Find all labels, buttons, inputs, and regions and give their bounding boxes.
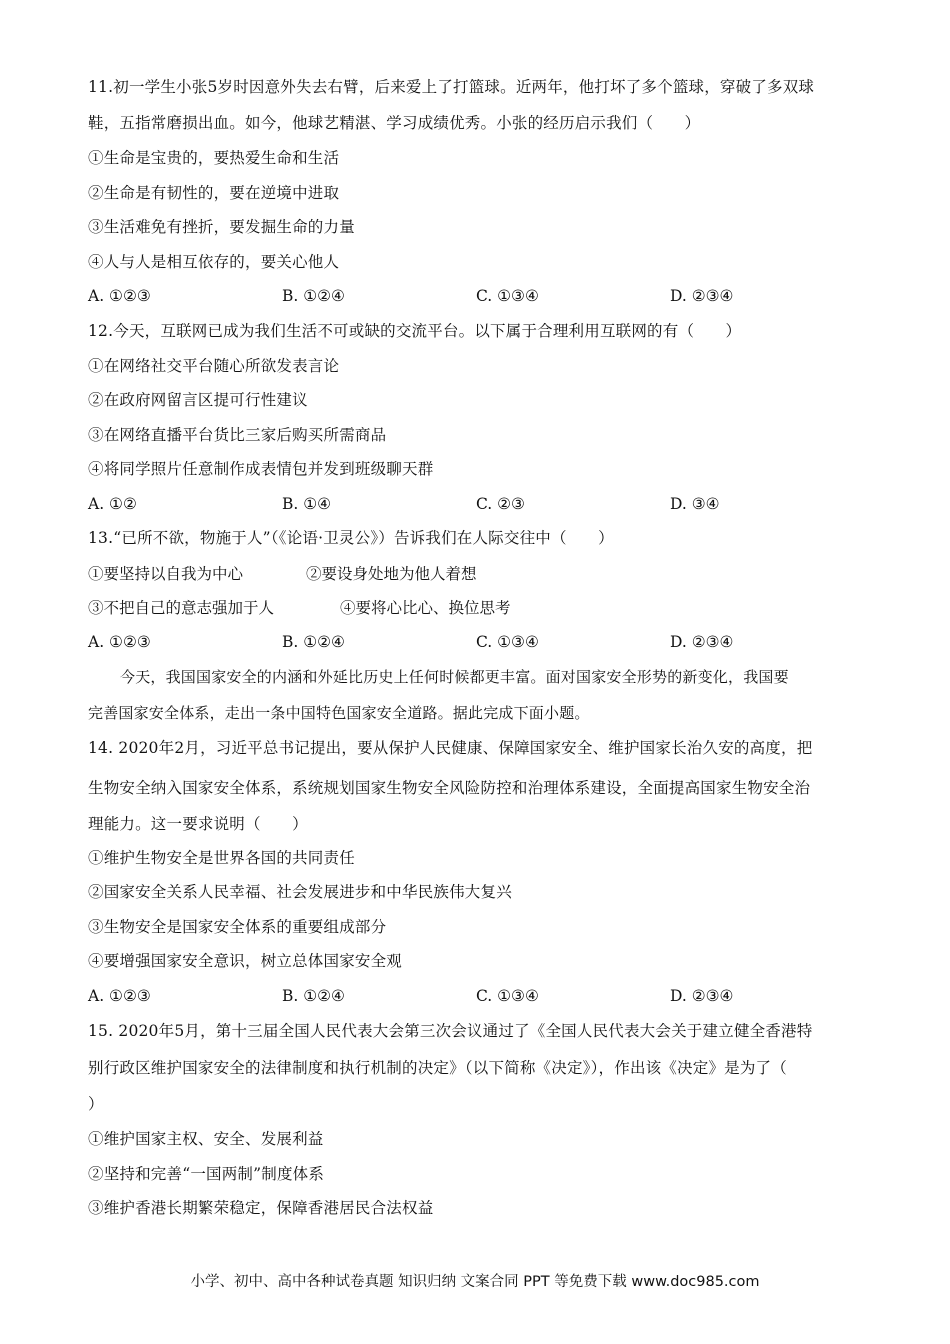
q12-item-1: ①在网络社交平台随心所欲发表言论 (88, 357, 340, 375)
q11-item-2: ②生命是有韧性的，要在逆境中进取 (88, 184, 340, 202)
q11-item-4: ④人与人是相互依存的，要关心他人 (88, 253, 340, 271)
passage-line2: 完善国家安全体系，走出一条中国特色国家安全道路。据此完成下面小题。 (88, 704, 590, 722)
q15-item-1: ①维护国家主权、安全、发展利益 (88, 1130, 324, 1148)
q11-option-c: C. ①③④ (476, 287, 539, 305)
q14-option-a: A. ①②③ (88, 987, 151, 1005)
q12-option-b: B. ①④ (282, 495, 332, 513)
q13-item-4: ④要将心比心、换位思考 (340, 599, 511, 617)
page-footer: 小学、初中、高中各种试卷真题 知识归纳 文案合同 PPT 等免费下载 www.doc985.com (190, 1274, 760, 1290)
q12-option-d: D. ③④ (670, 495, 720, 513)
q11-option-b: B. ①②④ (282, 287, 345, 305)
q13-option-d: D. ②③④ (670, 633, 734, 651)
q12-stem-line1: 12.今天，互联网已成为我们生活不可或缺的交流平台。以下属于合理利用互联网的有（ ） (88, 322, 742, 340)
q14-option-b: B. ①②④ (282, 987, 345, 1005)
q14-item-1: ①维护生物安全是世界各国的共同责任 (88, 849, 355, 867)
q14-option-d: D. ②③④ (670, 987, 734, 1005)
q12-item-4: ④将同学照片任意制作成表情包并发到班级聊天群 (88, 460, 434, 478)
q14-stem-line1: 14. 2020年2月，习近平总书记提出，要从保护人民健康、保障国家安全、维护国家长治久安的高度，把 (88, 739, 813, 757)
q13-item-1: ①要坚持以自我为中心 (88, 565, 244, 583)
q15-item-2: ②坚持和完善“一国两制”制度体系 (88, 1165, 325, 1183)
q15-stem-line1: 15. 2020年5月，第十三届全国人民代表大会第三次会议通过了《全国人民代表大会关于建立健全香港特 (88, 1022, 813, 1040)
q14-stem-line2: 生物安全纳入国家安全体系，系统规划国家生物安全风险防控和治理体系建设，全面提高国家生物安全治 (88, 779, 811, 797)
q11-option-a: A. ①②③ (88, 287, 151, 305)
q14-item-3: ③生物安全是国家安全体系的重要组成部分 (88, 918, 387, 936)
q13-item-2: ②要设身处地为他人着想 (306, 565, 477, 583)
passage-line1: 今天，我国国家安全的内涵和外延比历史上任何时候都更丰富。面对国家安全形势的新变化，我国要 (120, 668, 789, 686)
q11-option-d: D. ②③④ (670, 287, 734, 305)
q11-item-3: ③生活难免有挫折，要发掘生命的力量 (88, 218, 355, 236)
q12-option-c: C. ②③ (476, 495, 525, 513)
q13-item-3: ③不把自己的意志强加于人 (88, 599, 275, 617)
q12-item-2: ②在政府网留言区提可行性建议 (88, 391, 308, 409)
q12-option-a: A. ①② (88, 495, 137, 513)
q11-stem-line2: 鞋，五指常磨损出血。如今，他球艺精湛、学习成绩优秀。小张的经历启示我们（ ） (88, 114, 701, 132)
q13-stem-line1: 13.“已所不欲，物施于人”（《论语·卫灵公》）告诉我们在人际交往中（ ） (88, 529, 614, 547)
q13-option-b: B. ①②④ (282, 633, 345, 651)
q14-stem-line3: 理能力。这一要求说明（ ） (88, 815, 308, 833)
q11-item-1: ①生命是宝贵的，要热爱生命和生活 (88, 149, 340, 167)
q15-item-3: ③维护香港长期繁荣稳定，保障香港居民合法权益 (88, 1199, 434, 1217)
q15-stem-line3: ） (88, 1095, 104, 1113)
q13-option-c: C. ①③④ (476, 633, 539, 651)
q14-item-4: ④要增强国家安全意识，树立总体国家安全观 (88, 952, 403, 970)
q13-option-a: A. ①②③ (88, 633, 151, 651)
q14-option-c: C. ①③④ (476, 987, 539, 1005)
q14-item-2: ②国家安全关系人民幸福、社会发展进步和中华民族伟大复兴 (88, 883, 512, 901)
q15-stem-line2: 别行政区维护国家安全的法律制度和执行机制的决定》（以下简称《决定》），作出该《决定》是为了（ (88, 1059, 787, 1077)
q12-item-3: ③在网络直播平台货比三家后购买所需商品 (88, 426, 387, 444)
q11-stem-line1: 11.初一学生小张5岁时因意外失去右臂，后来爱上了打篮球。近两年，他打坏了多个篮球，穿破了多双球 (88, 78, 815, 96)
